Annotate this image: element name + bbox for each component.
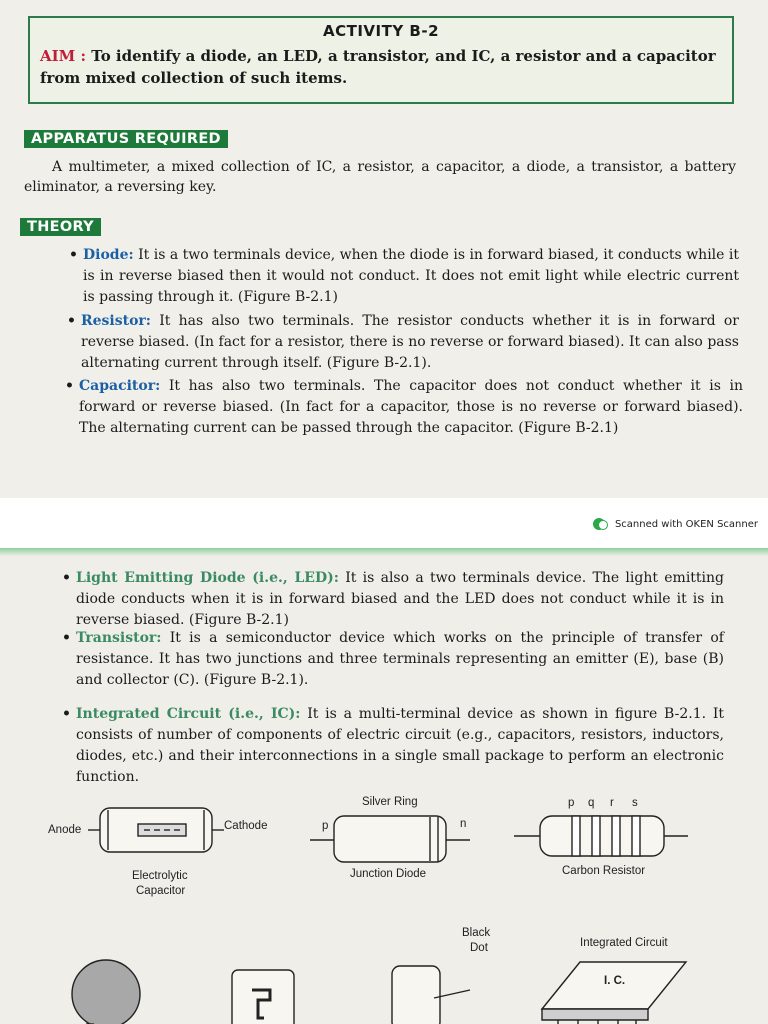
theory-item-ic — [62, 704, 724, 788]
label-capacitor-1: Electrolytic — [132, 870, 188, 882]
label-junction-diode: Junction Diode — [350, 868, 427, 880]
term-ic: Integrated Circuit (i.e., IC): — [76, 706, 301, 722]
scanner-text: Scanned with OKEN Scanner — [614, 518, 758, 530]
term-capacitor: Capacitor: — [79, 378, 161, 394]
bullet-dot: • — [62, 630, 71, 646]
bullet-dot: • — [62, 570, 71, 586]
text-ic: It is a multi-terminal device as shown in figure B-2.1. It consists of number of components of electric circuit (e.g., capacitors, resistors, inductors, diodes, etc.) and their interconnections in a single small package to perform an electronic function. — [76, 706, 724, 785]
theory-item-transistor — [62, 628, 724, 691]
text-transistor: It is a semiconductor device which works on the principle of transfer of resistance. It has two junctions and three terminals representing an emitter (E), base (B) and collector (C). (Figure B-2.1). — [76, 630, 724, 688]
label-carbon-resistor: Carbon Resistor — [562, 865, 646, 877]
electrolytic-capacitor-icon — [88, 808, 224, 852]
scanner-watermark — [593, 518, 758, 530]
carbon-resistor-icon — [514, 816, 688, 856]
figure-components — [0, 794, 768, 1024]
label-diode-p: p — [322, 820, 329, 832]
theory-item-diode — [69, 245, 739, 308]
aim-box — [28, 16, 734, 104]
text-led: It is also a two terminals device. The light emitting diode conducts when it is in forward biased and the LED does not conduct while it is in reverse biased. (Figure B-2.1) — [76, 570, 725, 628]
text-capacitor: It has also two terminals. The capacitor does not conduct whether it is in forward or reverse biased. (In fact for a capacitor, those is no reverse or forward biased). The alternating current can be passed through the capacitor. (Figure B-2.1) — [79, 378, 743, 436]
bullet-dot: • — [67, 313, 76, 329]
theory-item-resistor — [67, 311, 739, 374]
transistor-icon — [232, 970, 294, 1024]
junction-diode-icon — [310, 816, 470, 862]
scanner-logo-icon — [593, 518, 609, 530]
activity-title: ACTIVITY B-2 — [322, 22, 440, 40]
label-dot: Dot — [470, 942, 488, 954]
term-transistor: Transistor: — [76, 630, 162, 646]
label-capacitor-2: Capacitor — [136, 885, 186, 897]
label-ic-chip: I. C. — [604, 975, 626, 987]
text-diode: It is a two terminals device, when the diode is in forward biased, it conducts while it is in reverse biased then it would not conduct. It does not emit light while electric current is passing through it. (Figure B-2.1) — [83, 247, 739, 305]
label-band-r: r — [610, 797, 614, 809]
label-cathode: Cathode — [224, 820, 268, 832]
label-integrated-circuit: Integrated Circuit — [580, 937, 668, 949]
integrated-circuit-icon — [542, 962, 686, 1024]
page-bottom — [0, 548, 768, 1024]
aim-statement — [40, 45, 718, 89]
theory-item-led — [62, 568, 725, 631]
label-diode-n: n — [460, 818, 467, 830]
term-led: Light Emitting Diode (i.e., LED): — [76, 570, 339, 586]
theory-heading: THEORY — [20, 218, 101, 236]
apparatus-heading: APPARATUS REQUIRED — [24, 130, 228, 148]
label-silver-ring: Silver Ring — [362, 796, 418, 808]
page-top — [0, 0, 768, 498]
bullet-dot: • — [65, 378, 74, 394]
label-anode: Anode — [48, 824, 82, 836]
black-dot-component-icon — [392, 966, 470, 1024]
label-black: Black — [462, 927, 491, 939]
aim-label: AIM : — [40, 47, 87, 65]
aim-text: To identify a diode, an LED, a transistor, and IC, a resistor and a capacitor from mixed collection of such items. — [40, 47, 716, 87]
label-band-q: q — [588, 797, 595, 809]
label-band-s: s — [632, 797, 638, 809]
text-resistor: It has also two terminals. The resistor conducts whether it is in forward or reverse biased. (In fact for a resistor, there is no reverse or forward biased). It can also pass alternating current through itself. (Figure B-2.1). — [81, 313, 739, 371]
bullet-dot: • — [69, 247, 78, 263]
bullet-dot: • — [62, 706, 71, 722]
theory-item-capacitor — [65, 376, 743, 439]
led-icon — [72, 960, 140, 1024]
label-band-p: p — [568, 797, 575, 809]
term-diode: Diode: — [83, 247, 134, 263]
apparatus-text: A multimeter, a mixed collection of IC, a resistor, a capacitor, a diode, a transistor, a battery eliminator, a reversing key. — [24, 159, 736, 195]
term-resistor: Resistor: — [81, 313, 151, 329]
